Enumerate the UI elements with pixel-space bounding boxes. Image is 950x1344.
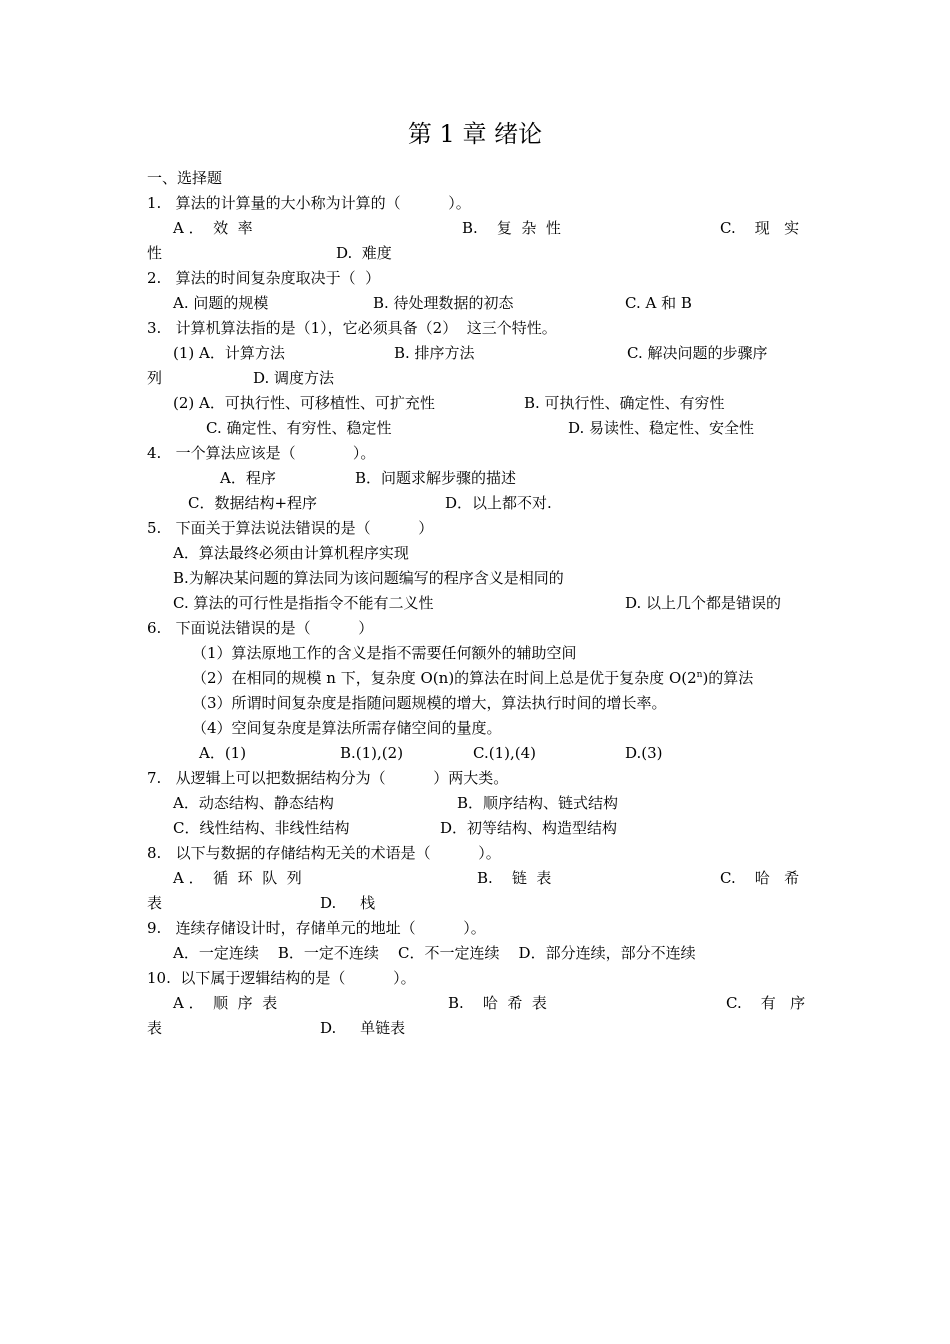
question-7-option-c: C．线性结构、非线性结构 <box>173 819 350 837</box>
question-3-part1-option-c: C. 解决问题的步骤序 <box>627 344 768 362</box>
question-6-option-d: D.(3) <box>625 744 663 762</box>
question-6-option-b: B.(1),(2) <box>340 744 404 762</box>
statement-2-text: （2）在相同的规模 n 下，复杂度 O(n)的算法在时间上总是优于复杂度 O(2 <box>192 669 697 687</box>
question-10-option-d: D. 单链表 <box>320 1019 406 1037</box>
question-9-options: A．一定连续 B．一定不连续 C．不一定连续 D．部分连续，部分不连续 <box>173 944 696 962</box>
question-3-part2-option-b: B. 可执行性、确定性、有穷性 <box>524 394 725 412</box>
question-3-part2-option-d: D. 易读性、稳定性、安全性 <box>568 419 755 437</box>
question-1-option-d: D. 难度 <box>336 244 392 262</box>
question-5-option-b: B.为解决某问题的算法同为该问题编写的程序含义是相同的 <box>173 569 564 587</box>
question-3-part2-option-c: C. 确定性、有穷性、稳定性 <box>206 419 392 437</box>
chapter-title: 第 1 章 绪论 <box>407 120 543 148</box>
question-4-option-b: B．问题求解步骤的描述 <box>355 469 517 487</box>
question-2-stem: 2. 算法的时间复杂度取决于（ ） <box>147 269 381 287</box>
section-heading: 一、选择题 <box>147 169 223 187</box>
question-6-option-c: C.(1),(4) <box>473 744 536 762</box>
question-6-option-a: A．(1) <box>199 744 247 762</box>
question-4-stem: 4. 一个算法应该是（ ）。 <box>147 444 376 462</box>
question-1-option-b: B. 复 杂 性 <box>462 219 561 237</box>
question-2-option-b: B. 待处理数据的初态 <box>373 294 514 312</box>
question-6-statement-3: （3）所谓时间复杂度是指随问题规模的增大，算法执行时间的增长率。 <box>192 694 667 712</box>
question-9-stem: 9. 连续存储设计时，存储单元的地址（ ）。 <box>147 919 486 937</box>
question-10-stem: 10. 以下属于逻辑结构的是（ ）。 <box>147 969 416 987</box>
statement-2-text-end: )的算法 <box>702 669 754 687</box>
question-5-option-a: A．算法最终必须由计算机程序实现 <box>173 544 409 562</box>
question-3-part1-option-a: (1) A．计算方法 <box>173 344 285 362</box>
question-8-option-b: B. 链 表 <box>477 869 552 887</box>
question-5-option-d: D. 以上几个都是错误的 <box>625 594 782 612</box>
question-6-statement-1: （1）算法原地工作的含义是指不需要任何额外的辅助空间 <box>192 644 577 662</box>
question-1-option-c-wrap: 性 <box>147 244 163 262</box>
question-10-option-c: C. 有 序 <box>726 994 806 1012</box>
question-4-option-a: A．程序 <box>220 469 276 487</box>
question-7-option-d: D．初等结构、构造型结构 <box>440 819 618 837</box>
question-8-stem: 8. 以下与数据的存储结构无关的术语是（ ）。 <box>147 844 501 862</box>
question-10-option-a: A ． 顺 序 表 <box>173 994 278 1012</box>
question-3-part1-option-b: B. 排序方法 <box>394 344 475 362</box>
question-4-option-c: C．数据结构+程序 <box>188 494 318 512</box>
question-5-stem: 5. 下面关于算法说法错误的是（ ） <box>147 519 434 537</box>
question-8-option-a: A ． 循 环 队 列 <box>173 869 302 887</box>
question-8-option-c: C. 哈 希 <box>720 869 800 887</box>
question-3-stem: 3. 计算机算法指的是（1），它必须具备（2） 这三个特性。 <box>147 319 557 337</box>
question-7-stem: 7. 从逻辑上可以把数据结构分为（ ）两大类。 <box>147 769 509 787</box>
question-6-statement-4: （4）空间复杂度是算法所需存储空间的量度。 <box>192 719 502 737</box>
question-2-option-a: A. 问题的规模 <box>173 294 269 312</box>
statement-2-exponent: n <box>696 670 703 680</box>
question-3-part1-option-c-wrap: 列 <box>147 369 163 387</box>
question-10-option-b: B. 哈 希 表 <box>448 994 547 1012</box>
question-1-stem: 1. 算法的计算量的大小称为计算的（ ）。 <box>147 194 471 212</box>
question-1-option-c: C. 现 实 <box>720 219 800 237</box>
question-8-option-c-wrap: 表 <box>147 894 163 912</box>
question-3-part1-option-d: D. 调度方法 <box>253 369 335 387</box>
question-7-option-b: B．顺序结构、链式结构 <box>457 794 619 812</box>
question-7-option-a: A．动态结构、静态结构 <box>173 794 334 812</box>
question-1-option-a: A ． 效 率 <box>173 219 253 237</box>
question-4-option-d: D．以上都不对. <box>445 494 552 512</box>
question-8-option-d: D. 栈 <box>320 894 376 912</box>
question-10-option-c-wrap: 表 <box>147 1019 163 1037</box>
question-6-statement-2 <box>192 668 753 688</box>
question-5-option-c: C. 算法的可行性是指指令不能有二义性 <box>173 594 434 612</box>
question-2-option-c: C. A 和 B <box>625 294 692 312</box>
question-3-part2-option-a: (2) A．可执行性、可移植性、可扩充性 <box>173 394 435 412</box>
question-6-stem: 6. 下面说法错误的是（ ） <box>147 619 374 637</box>
